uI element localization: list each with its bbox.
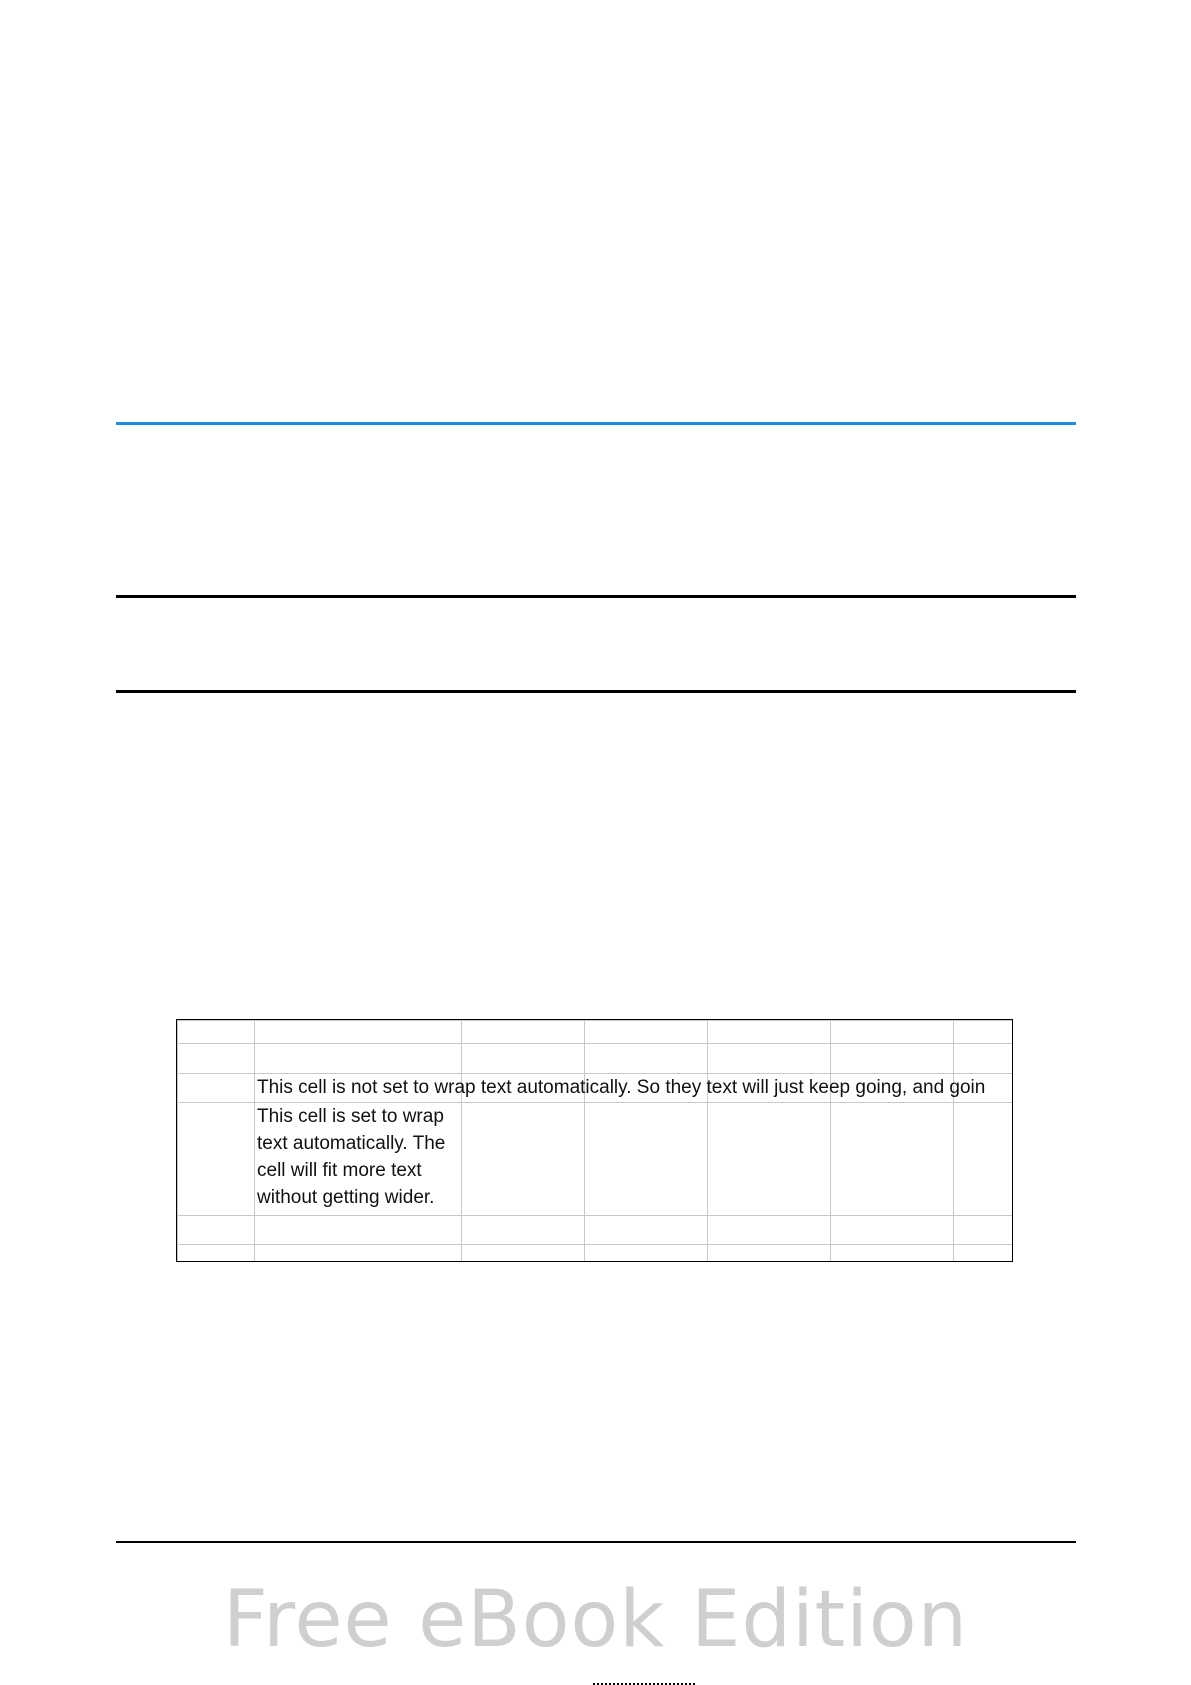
table-cell — [585, 1216, 708, 1245]
section-rule-blue — [116, 422, 1076, 425]
table-cell — [178, 1044, 255, 1074]
watermark-text: Free eBook Edition — [222, 1575, 969, 1665]
table-row — [178, 1074, 1014, 1103]
overflow-text-cell — [255, 1074, 986, 1103]
table-cell — [831, 1044, 954, 1074]
table-cell — [462, 1216, 585, 1245]
table-cell — [954, 1103, 1014, 1216]
table-cell — [708, 1103, 831, 1216]
table-cell — [585, 1103, 708, 1216]
table-cell — [708, 1021, 831, 1044]
table-cell — [178, 1103, 255, 1216]
table-cell — [954, 1245, 1014, 1263]
table-cell — [954, 1216, 1014, 1245]
table-cell — [708, 1216, 831, 1245]
table-cell — [954, 1044, 1014, 1074]
table-cell — [178, 1216, 255, 1245]
section-rule-bottom — [116, 690, 1076, 693]
table-row — [178, 1044, 1014, 1074]
table-cell — [178, 1074, 255, 1103]
spreadsheet-grid — [177, 1020, 1013, 1262]
table-cell — [585, 1245, 708, 1263]
no-wrap-cell-text: This cell is not set to wrap text automatically. So they text will just keep going, and goin — [257, 1077, 986, 1098]
table-cell — [462, 1044, 585, 1074]
table-cell — [255, 1216, 462, 1245]
table-cell — [462, 1021, 585, 1044]
table-cell — [462, 1103, 585, 1216]
wrap-text-cell: This cell is set to wrap text automatically. The cell will fit more text without getting wider. — [255, 1103, 462, 1216]
table-cell — [831, 1103, 954, 1216]
table-cell — [831, 1021, 954, 1044]
table-cell — [831, 1245, 954, 1263]
table-cell — [255, 1245, 462, 1263]
table-cell — [708, 1245, 831, 1263]
table-cell — [178, 1021, 255, 1044]
table-cell — [831, 1216, 954, 1245]
table-cell — [585, 1021, 708, 1044]
section-rule-top — [116, 595, 1076, 598]
table-cell — [462, 1245, 585, 1263]
table-cell — [708, 1044, 831, 1074]
table-row — [178, 1245, 1014, 1263]
spreadsheet-figure — [176, 1019, 1013, 1262]
table-row — [178, 1021, 1014, 1044]
table-cell — [954, 1021, 1014, 1044]
table-cell — [255, 1044, 462, 1074]
table-row — [178, 1216, 1014, 1245]
footer-rule — [116, 1541, 1076, 1543]
table-cell — [178, 1245, 255, 1263]
table-row — [178, 1103, 1014, 1216]
table-cell — [585, 1044, 708, 1074]
table-cell — [255, 1021, 462, 1044]
